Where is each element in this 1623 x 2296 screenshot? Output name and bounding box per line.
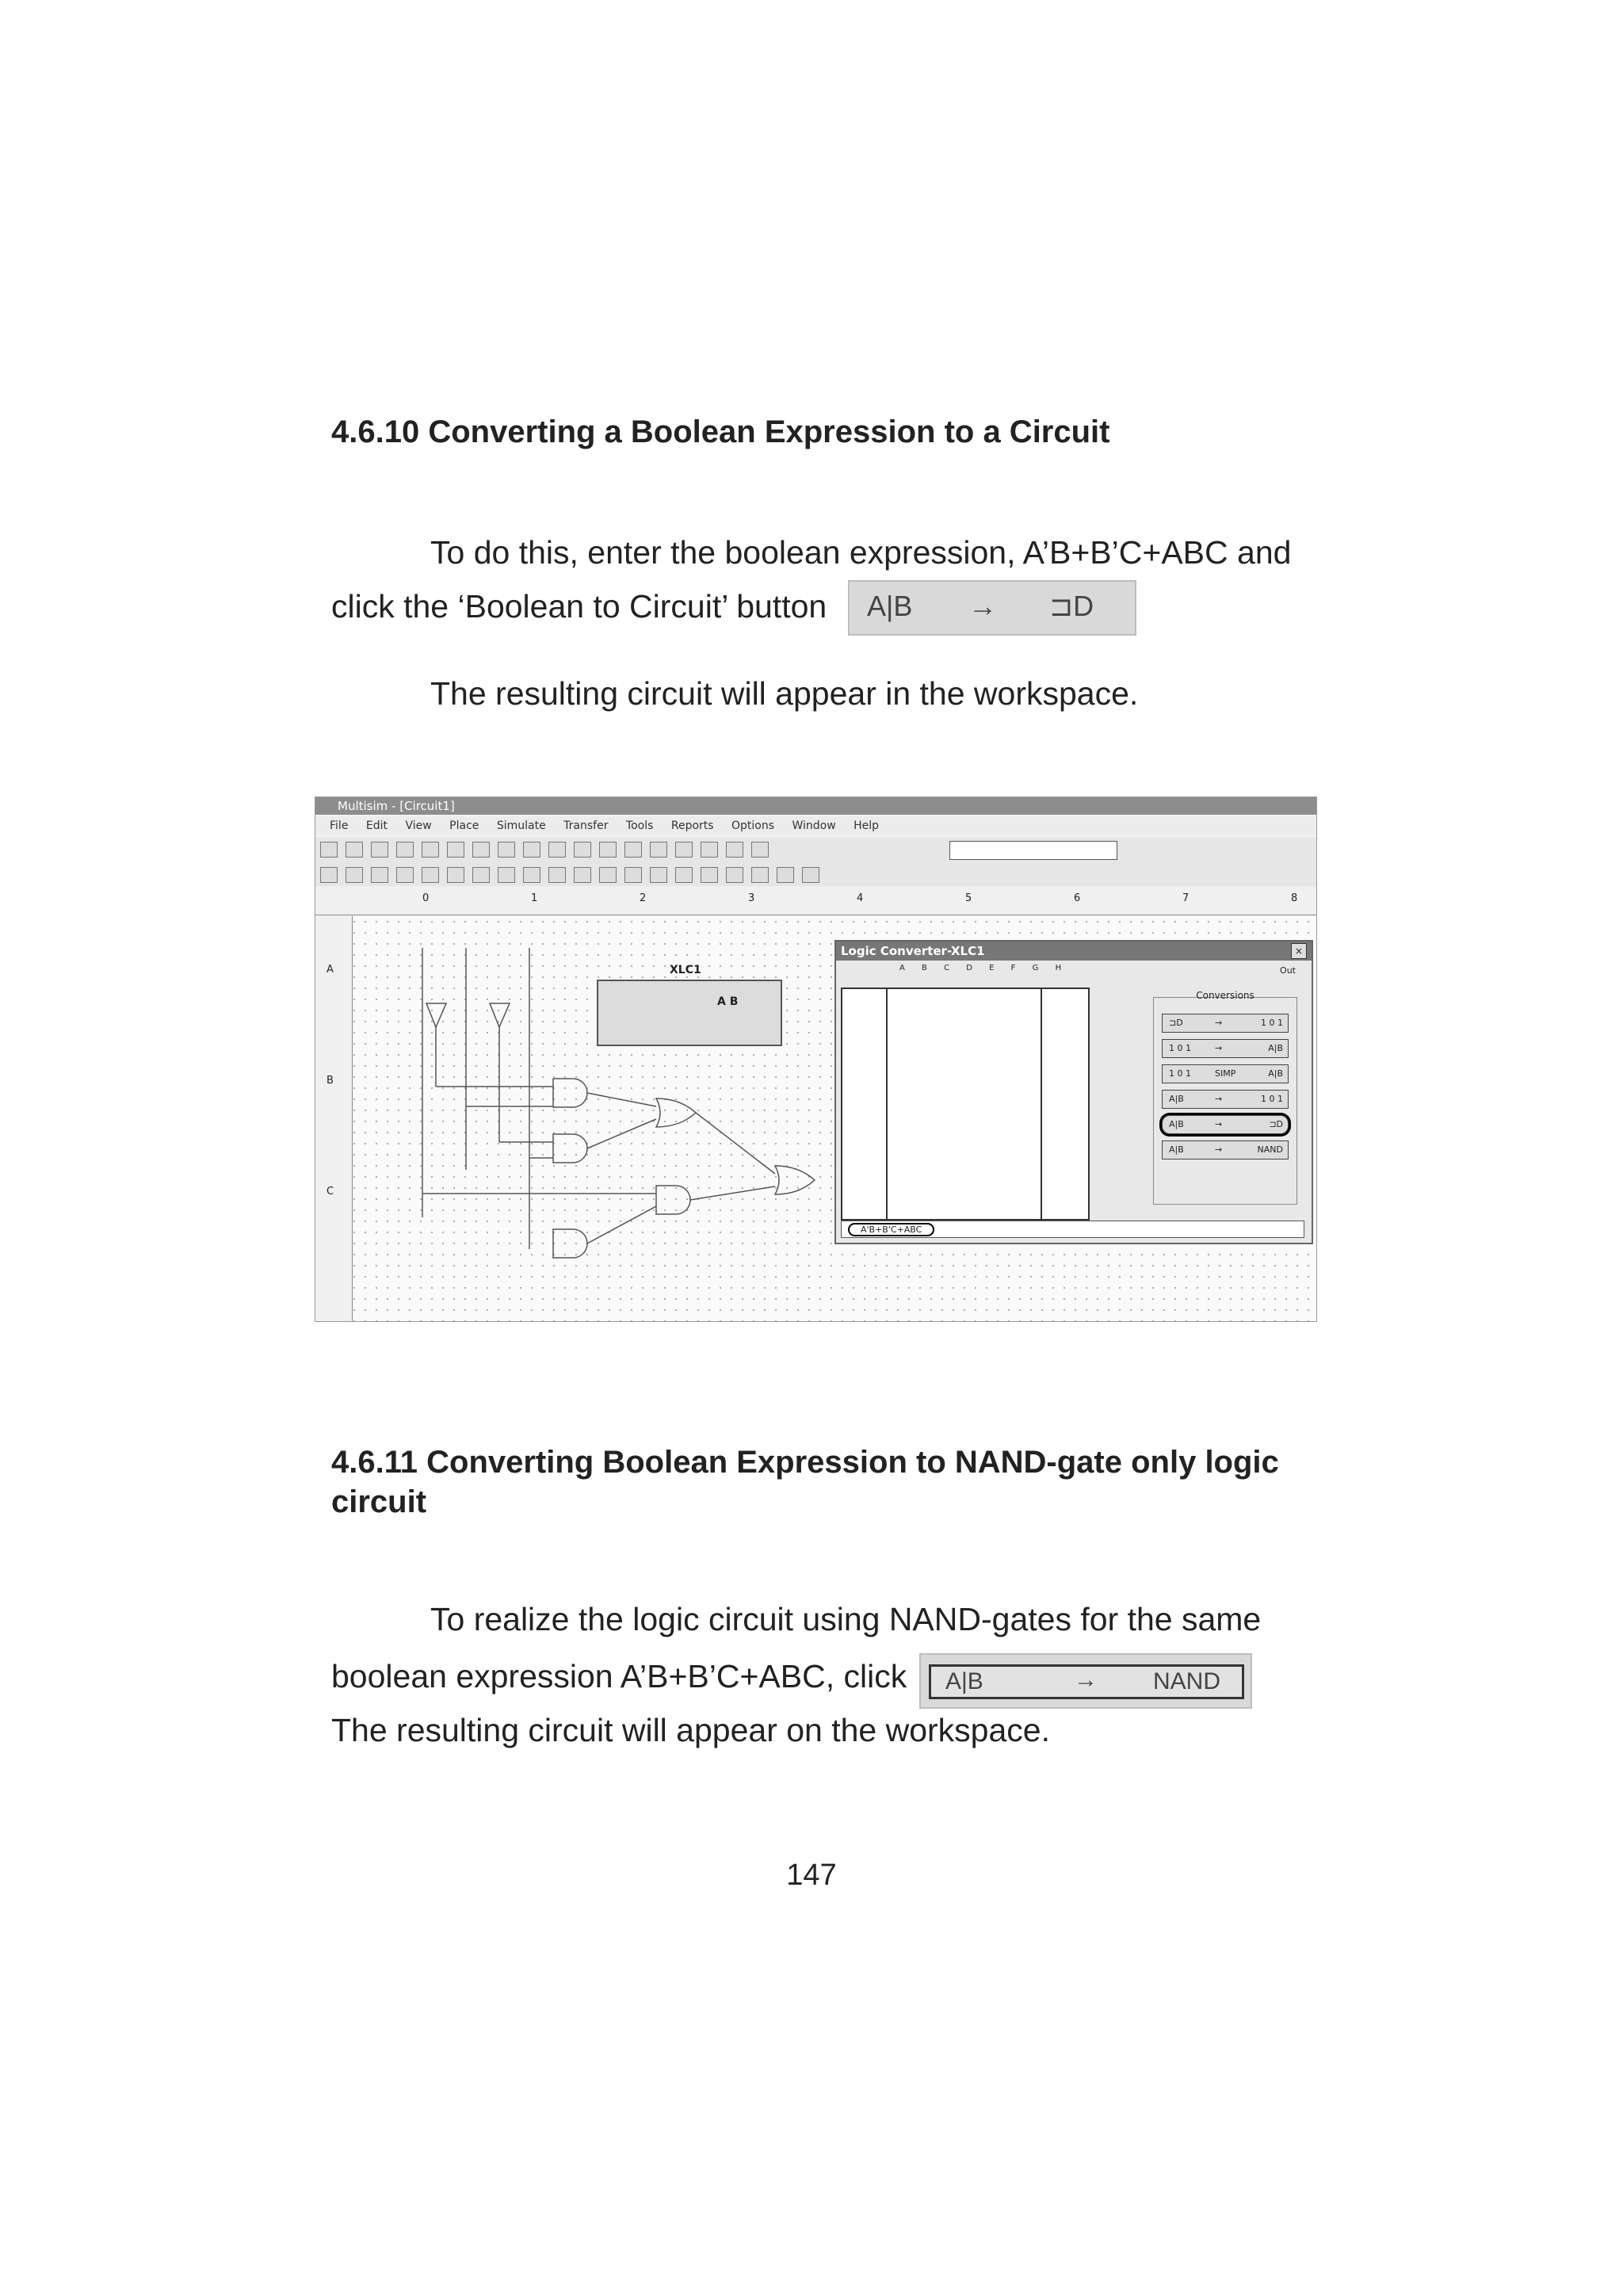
close-icon[interactable]: × [1291,943,1307,959]
arrow-right-icon: → [1074,1667,1098,1693]
horizontal-ruler [315,886,1316,915]
ruler-mark: 7 [1182,892,1190,904]
logic-converter-instrument[interactable] [597,964,782,1046]
section-heading-4-6-10: 4.6.10 Converting a Boolean Expression to a Circuit [331,415,1110,449]
component-icon[interactable] [472,867,490,883]
row-label: A [327,964,334,976]
truth-table[interactable] [841,988,1090,1221]
component-icon[interactable] [650,867,667,883]
ruler-mark: 6 [1074,892,1081,904]
logic-converter-window [834,940,1313,1244]
component-icon[interactable] [726,867,743,883]
menu-item[interactable]: Reports [670,819,714,832]
component-icon[interactable] [396,867,414,883]
input-label: F [1010,964,1016,972]
component-icon[interactable] [371,867,388,883]
component-icon[interactable] [574,867,591,883]
menu-item[interactable]: Edit [365,819,388,832]
ruler-mark: 4 [857,892,864,904]
circuit-workspace[interactable] [315,916,1316,1321]
component-icon[interactable] [346,867,363,883]
toolbar-icon[interactable] [371,842,388,858]
toolbar-icon[interactable] [447,842,464,858]
arrow-right-icon: → [968,590,997,622]
paragraph-line: boolean expression A’B+B’C+ABC, click [331,1658,907,1694]
toolbar-icon[interactable] [498,842,515,858]
toolbar-icon[interactable] [675,842,693,858]
menu-item[interactable]: Options [731,819,775,832]
section-heading-4-6-11-continued: circuit [331,1484,427,1519]
menu-item[interactable]: Simulate [496,819,546,832]
conversions-title: Conversions [1196,990,1254,1001]
boolean-to-nand-button[interactable]: A|B → NAND [1162,1140,1289,1159]
ruler-mark: 1 [531,892,538,904]
expression-value: A'B+B'C+ABC [848,1223,934,1236]
component-icon[interactable] [624,867,642,883]
component-icon[interactable] [751,867,769,883]
toolbar-icon[interactable] [396,842,414,858]
instrument-label: XLC1 [670,964,701,976]
conversions-panel [1153,990,1297,1205]
menu-item[interactable]: Window [792,819,836,832]
toolbar-icon[interactable] [346,842,363,858]
component-icon[interactable] [599,867,617,883]
toolbar-standard [315,837,1316,863]
menu-item[interactable]: Help [854,819,880,832]
multisim-screenshot [315,797,1317,1322]
toolbar-icon[interactable] [472,842,490,858]
boolean-to-nand-button-image [919,1653,1252,1709]
row-label: C [327,1186,334,1198]
ruler-mark: 8 [1291,892,1298,904]
input-label: D [966,964,972,972]
paragraph-line: To do this, enter the boolean expression, A’B+B’C+ABC and [430,534,1292,571]
toolbar-icon[interactable] [523,842,540,858]
menu-item[interactable]: File [330,819,349,832]
paragraph-line: click the ‘Boolean to Circuit’ button [331,588,827,625]
component-icon[interactable] [802,867,819,883]
component-icon[interactable] [498,867,515,883]
toolbar-icon[interactable] [422,842,439,858]
component-icon[interactable] [523,867,540,883]
input-label: H [1055,964,1062,972]
paragraph-line: To realize the logic circuit using NAND-gates for the same [430,1601,1262,1637]
input-label: B [922,964,927,972]
input-label: G [1032,964,1039,972]
instrument-face-text: A B [717,995,739,1008]
circuit-schematic [315,916,831,1321]
boolean-expression-field[interactable] [841,1221,1304,1238]
window-title: Multisim - [Circuit1] [315,797,1316,815]
vertical-ruler [315,916,353,1321]
ruler-mark: 5 [965,892,972,904]
ruler-mark: 2 [640,892,647,904]
boolean-to-truth-table-button[interactable]: A|B → 1 0 1 [1162,1090,1289,1109]
nand-label: NAND [1153,1668,1221,1694]
toolbar-icon[interactable] [599,842,617,858]
in-use-list-dropdown[interactable] [949,841,1117,860]
boolean-expression-icon: A|B [945,1668,983,1694]
ruler-mark: 0 [422,892,430,904]
paragraph-line: The resulting circuit will appear in the workspace. [430,675,1139,712]
boolean-to-circuit-button-image [848,580,1136,636]
component-icon[interactable] [701,867,718,883]
section-heading-4-6-11: 4.6.11 Converting Boolean Expression to NAND-gate only logic [331,1445,1279,1480]
menu-item[interactable]: Place [449,819,479,832]
ruler-mark: 3 [748,892,755,904]
input-label: A [899,964,905,972]
boolean-expression-icon: A|B [867,590,913,622]
menu-bar [315,816,1316,835]
row-label: B [327,1075,334,1087]
component-icon[interactable] [777,867,794,883]
input-terminals [899,964,1061,972]
toolbar-icon[interactable] [320,842,338,858]
logic-gate-icon: ⊐D [1049,590,1094,622]
toolbar-icon[interactable] [726,842,743,858]
truth-table-to-simplified-boolean-button[interactable]: 1 0 1 SIMP A|B [1162,1064,1289,1083]
toolbar-icon[interactable] [701,842,718,858]
toolbar-icon[interactable] [574,842,591,858]
menu-item[interactable]: View [405,819,432,832]
out-label: Out [1280,965,1296,976]
component-icon[interactable] [320,867,338,883]
toolbar-icon[interactable] [650,842,667,858]
toolbar-icon[interactable] [624,842,642,858]
toolbar-icon[interactable] [751,842,769,858]
menu-item[interactable]: Tools [625,819,654,832]
component-icon[interactable] [675,867,693,883]
paragraph-line: The resulting circuit will appear on the workspace. [331,1712,1050,1748]
boolean-to-circuit-button[interactable]: A|B → ⊐D [1162,1115,1289,1134]
page-number: 147 [786,1859,837,1892]
menu-item[interactable]: Transfer [563,819,609,832]
component-icon[interactable] [447,867,464,883]
toolbar-icon[interactable] [548,842,566,858]
component-icon[interactable] [548,867,566,883]
input-label: E [989,964,995,972]
toolbar-components [315,862,1316,888]
component-icon[interactable] [422,867,439,883]
truth-table-to-boolean-button[interactable]: 1 0 1 → A|B [1162,1039,1289,1058]
input-label: C [944,964,950,972]
circuit-to-truth-table-button[interactable]: ⊐D → 1 0 1 [1162,1014,1289,1033]
logic-converter-title: Logic Converter-XLC1 [836,942,1312,961]
